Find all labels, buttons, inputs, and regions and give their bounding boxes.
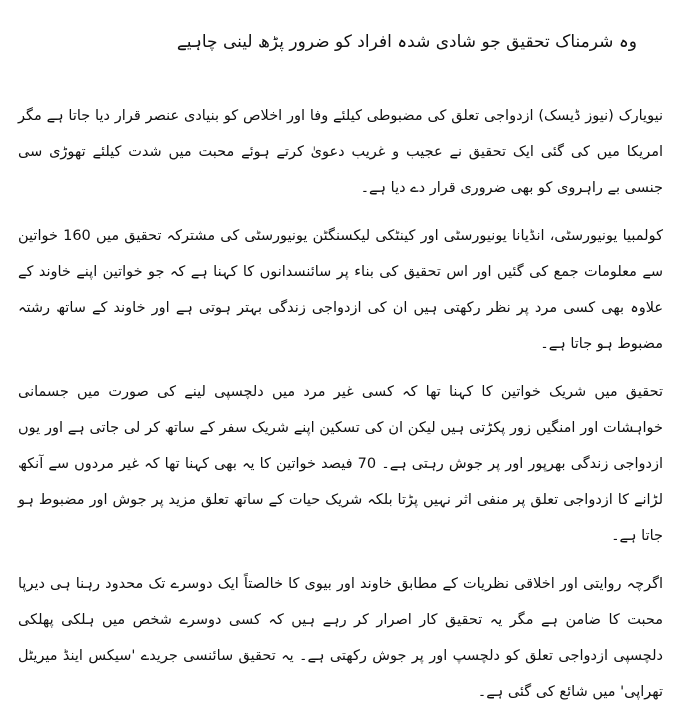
article-paragraph-3: تحقیق میں شریک خواتین کا کہنا تھا کہ کسی غیر مرد میں دلچسپی لینے کی صورت میں جسمانی خواہشات اور امنگیں زور پکڑتی ہیں لیکن ان کی تسکین اپنے شریک سفر کے ساتھ کر لی جاتی ہے اور یوں ازدواجی زندگی بھرپور اور پر جوش رہتی ہے۔ 70 فیصد خواتین کا یہ بھی کہنا تھا کہ غیر مردوں سے آنکھ لڑانے کا ازدواجی تعلق پر منفی اثر نہیں پڑتا بلکہ شریک حیات کے ساتھ تعلق مزید پر جوش اور مضبوط ہو جاتا ہے۔ bbox=[18, 384, 663, 544]
article-paragraph-4: اگرچہ روایتی اور اخلاقی نظریات کے مطابق خاوند اور بیوی کا خالصتاً ایک دوسرے تک محدود رہنا ہی دیرپا محبت کا ضامن ہے مگر یہ تحقیق کار اصرار کر رہے ہیں کہ کسی دوسرے شخص میں ہلکی پھلکی دلچسپی ازدواجی تعلق کو دلچسپ اور پر جوش رکھتی ہے۔ یہ تحقیق سائنسی جریدے 'سیکس اینڈ میریٹل تھراپی' میں شائع کی گئی ہے۔ bbox=[18, 576, 663, 700]
article-title: وہ شرمناک تحقیق جو شادی شدہ افراد کو ضرور پڑھ لینی چاہیے bbox=[176, 32, 637, 52]
article-paragraph-2: کولمبیا یونیورسٹی، انڈیانا یونیورسٹی اور کینٹکی لیکسنگٹن یونیورسٹی کی مشترکہ تحقیق میں 160 خواتین سے معلومات جمع کی گئیں اور اس تحقیق کی بناء پر سائنسدانوں کا کہنا ہے کہ جو خواتین اپنے خاوند کے علاوہ بھی کسی مرد پر نظر رکھتی ہیں ان کی ازدواجی زندگی بہتر ہوتی ہے اور خاوند کے ساتھ رشتہ مضبوط ہو جاتا ہے۔ bbox=[18, 228, 663, 352]
article-paragraph-1: نیویارک (نیوز ڈیسک) ازدواجی تعلق کی مضبوطی کیلئے وفا اور اخلاص کو بنیادی عنصر قرار دیا جاتا ہے مگر امریکا میں کی گئی ایک تحقیق نے عجیب و غریب دعویٰ کرتے ہوئے محبت میں شدت کیلئے تھوڑی سی جنسی بے راہروی کو بھی ضروری قرار دے دیا ہے۔ bbox=[18, 108, 663, 196]
